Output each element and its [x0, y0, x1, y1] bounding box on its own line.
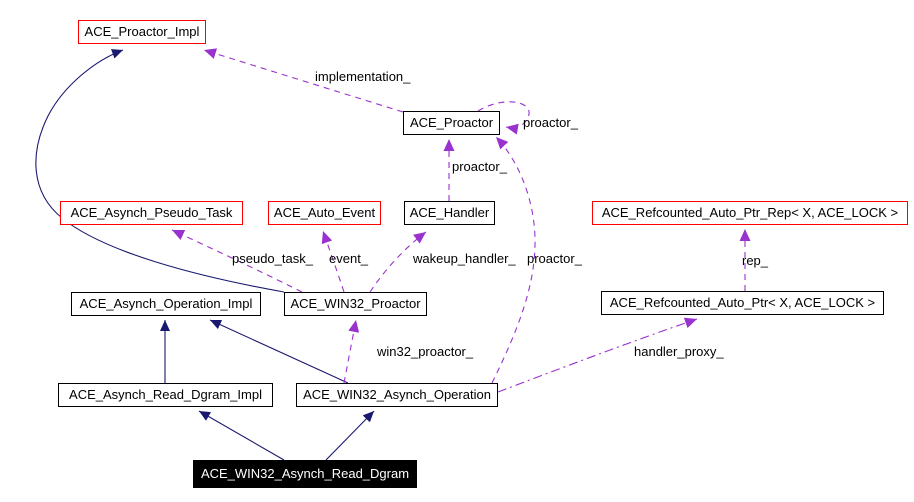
node-ace-handler[interactable]: ACE_Handler — [404, 201, 495, 225]
node-ace-refcounted-auto-ptr-rep[interactable]: ACE_Refcounted_Auto_Ptr_Rep< X, ACE_LOCK > — [592, 201, 908, 225]
edge-usage-win32asynchop-to-win32proactor — [344, 320, 356, 383]
node-ace-asynch-operation-impl[interactable]: ACE_Asynch_Operation_Impl — [71, 292, 261, 316]
node-ace-proactor-impl[interactable]: ACE_Proactor_Impl — [78, 20, 206, 44]
edge-inherit-win32asynchop-to-operationimpl — [210, 320, 348, 383]
node-ace-asynch-read-dgram-impl[interactable]: ACE_Asynch_Read_Dgram_Impl — [58, 383, 273, 407]
edge-label-implementation: implementation_ — [315, 69, 411, 84]
node-ace-refcounted-auto-ptr[interactable]: ACE_Refcounted_Auto_Ptr< X, ACE_LOCK > — [601, 291, 884, 315]
node-ace-win32-asynch-read-dgram: ACE_WIN32_Asynch_Read_Dgram — [193, 460, 417, 488]
edge-inherit-win32readdgram-to-readdgramimpl — [199, 411, 284, 460]
node-ace-proactor[interactable]: ACE_Proactor — [403, 111, 500, 135]
edge-label-event: event_ — [329, 251, 369, 266]
node-ace-win32-proactor[interactable]: ACE_WIN32_Proactor — [284, 292, 427, 316]
edge-label-wakeup-handler: wakeup_handler_ — [413, 251, 516, 266]
node-ace-auto-event[interactable]: ACE_Auto_Event — [268, 201, 381, 225]
edge-label-proactor-handler: proactor_ — [452, 159, 507, 174]
edge-label-handler-proxy: handler_proxy_ — [634, 344, 724, 359]
edge-label-proactor-self: proactor_ — [523, 115, 578, 130]
node-ace-win32-asynch-operation[interactable]: ACE_WIN32_Asynch_Operation — [296, 383, 498, 407]
edge-label-proactor-operation: proactor_ — [527, 251, 582, 266]
edge-inherit-win32readdgram-to-win32asynchop — [326, 411, 374, 460]
node-ace-asynch-pseudo-task[interactable]: ACE_Asynch_Pseudo_Task — [60, 201, 243, 225]
edge-label-pseudo-task: pseudo_task_ — [232, 251, 313, 266]
edge-label-win32-proactor: win32_proactor_ — [377, 344, 474, 359]
edge-label-rep: rep_ — [742, 253, 769, 268]
